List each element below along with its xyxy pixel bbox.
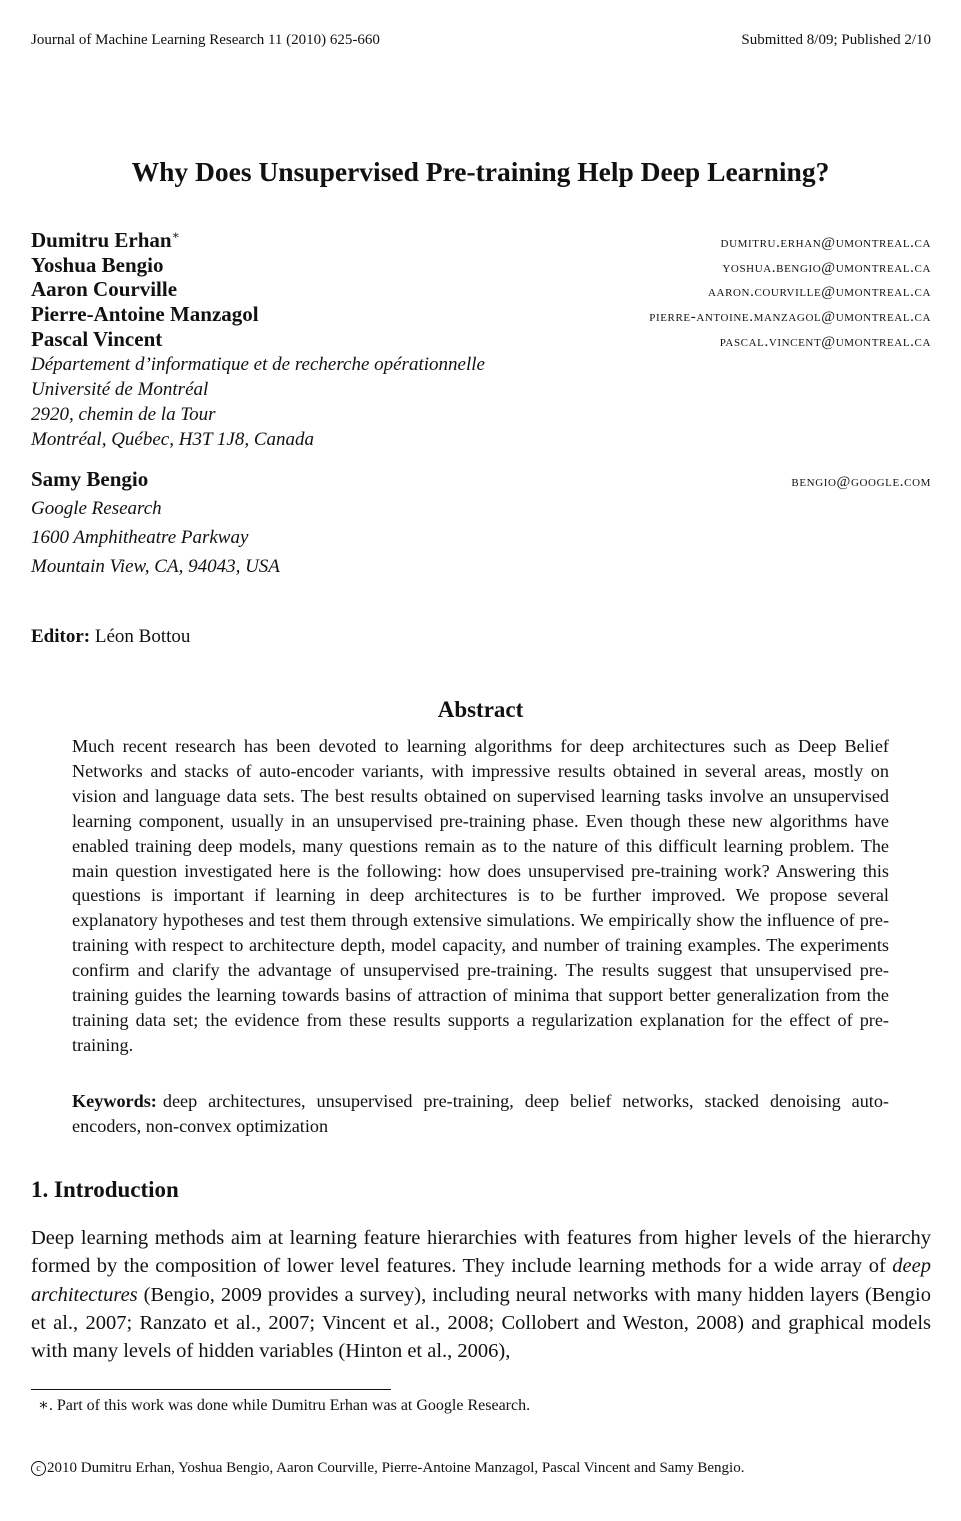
author-row bbox=[31, 302, 931, 327]
paper-title: Why Does Unsupervised Pre-training Help Deep Learning? bbox=[131, 156, 830, 187]
section-heading: 1. Introduction bbox=[31, 1177, 179, 1202]
author-row bbox=[31, 467, 931, 492]
footnote: ∗. Part of this work was done while Dumitru Erhan was at Google Research. bbox=[38, 1397, 531, 1414]
author-email[interactable]: pascal.vincent@umontreal.ca bbox=[719, 334, 931, 350]
affiliation-google bbox=[31, 494, 280, 581]
abstract-text: Much recent research has been devoted to learning algorithms for deep architectures such as Deep Belief Networks and stacks of auto-encoder variants, with impressive results obtained in several areas, mostly on vision and language data sets. The best results obtained on supervised learning tasks involve an unsupervised learning component, usually in an unsupervised pre-training phase. Even though these new algorithms have enabled training deep models, many questions remain as to the nature of this difficult learning problem. The main question investigated here is the following: how does unsupervised pre-training work? Answering this questions is important if learning in deep architectures is to be further improved. We propose several explanatory hypotheses and test them through extensive simulations. We empirically show the influence of pre-training with respect to architecture depth, model capacity, and number of training examples. The experiments confirm and clarify the advantage of unsupervised pre-training. The results suggest that unsupervised pre-training guides the learning towards basins of attraction of minima that support better generalization from the training data set; the evidence from these results supports a regularization explanation for the effect of pre-training. bbox=[72, 736, 889, 1055]
affiliation-line: Mountain View, CA, 94043, USA bbox=[31, 556, 280, 577]
author-name: Dumitru Erhan∗ bbox=[31, 228, 180, 252]
author-name: Aaron Courville bbox=[31, 277, 178, 301]
author-name: Yoshua Bengio bbox=[31, 253, 164, 277]
copyright-text: 2010 Dumitru Erhan, Yoshua Bengio, Aaron Courville, Pierre-Antoine Manzagol, Pascal Vincent and Samy Bengio. bbox=[47, 1460, 745, 1476]
author-name: Pierre-Antoine Manzagol bbox=[31, 302, 259, 326]
affiliation-line: Université de Montréal bbox=[31, 379, 209, 400]
affiliation-line: 1600 Amphitheatre Parkway bbox=[31, 527, 249, 548]
author-row bbox=[31, 327, 931, 352]
keywords-text: deep architectures, unsupervised pre-training, deep belief networks, stacked denoising auto-encoders, non-convex optimization bbox=[72, 1091, 889, 1136]
running-header bbox=[31, 32, 931, 49]
author-name: Pascal Vincent bbox=[31, 327, 163, 351]
copyright-icon: c bbox=[31, 1461, 46, 1476]
author-email[interactable]: pierre-antoine.manzagol@umontreal.ca bbox=[649, 309, 931, 325]
author-email[interactable]: yoshua.bengio@umontreal.ca bbox=[722, 260, 931, 276]
affiliation-line: Département d’informatique et de recherche opérationnelle bbox=[31, 354, 485, 375]
affiliation-line: 2920, chemin de la Tour bbox=[31, 404, 216, 425]
editor-name: Léon Bottou bbox=[94, 626, 191, 647]
keywords bbox=[72, 1089, 889, 1138]
submission-dates: Submitted 8/09; Published 2/10 bbox=[741, 32, 931, 48]
journal-citation: Journal of Machine Learning Research 11 (2010) 625-660 bbox=[31, 32, 380, 48]
affiliation-line: Montréal, Québec, H3T 1J8, Canada bbox=[31, 429, 315, 450]
author-row bbox=[31, 277, 931, 302]
author-email[interactable]: bengio@google.com bbox=[791, 474, 931, 490]
intro-paragraph: Deep learning methods aim at learning feature hierarchies with features from higher levels of the hierarchy formed by the composition of lower level features. They include learning methods for a wide array of deep architectures (Bengio, 2009 provides a survey), including neural networks with many hidden layers (Bengio et al., 2007; Ranzato et al., 2007; Vincent et al., 2008; Collobert and Weston, 2008) and graphical models with many levels of hidden variables (Hinton et al., 2006), bbox=[31, 1227, 931, 1363]
keywords-label: Keywords: bbox=[72, 1091, 157, 1111]
footnote-mark: ∗ bbox=[171, 228, 180, 242]
affiliation-montreal bbox=[31, 352, 485, 452]
footnote-divider bbox=[31, 1389, 391, 1390]
abstract-heading: Abstract bbox=[437, 697, 524, 722]
author-name: Samy Bengio bbox=[31, 467, 149, 491]
author-email[interactable]: aaron.courville@umontreal.ca bbox=[707, 284, 931, 300]
editor-line bbox=[31, 626, 190, 648]
author-row bbox=[31, 253, 931, 278]
author-email[interactable]: dumitru.erhan@umontreal.ca bbox=[720, 235, 931, 251]
editor-label: Editor: bbox=[31, 626, 91, 647]
copyright-notice bbox=[31, 1460, 744, 1477]
author-row bbox=[31, 228, 931, 253]
affiliation-line: Google Research bbox=[31, 498, 162, 519]
emphasis-text: deep architectures bbox=[31, 1255, 931, 1306]
